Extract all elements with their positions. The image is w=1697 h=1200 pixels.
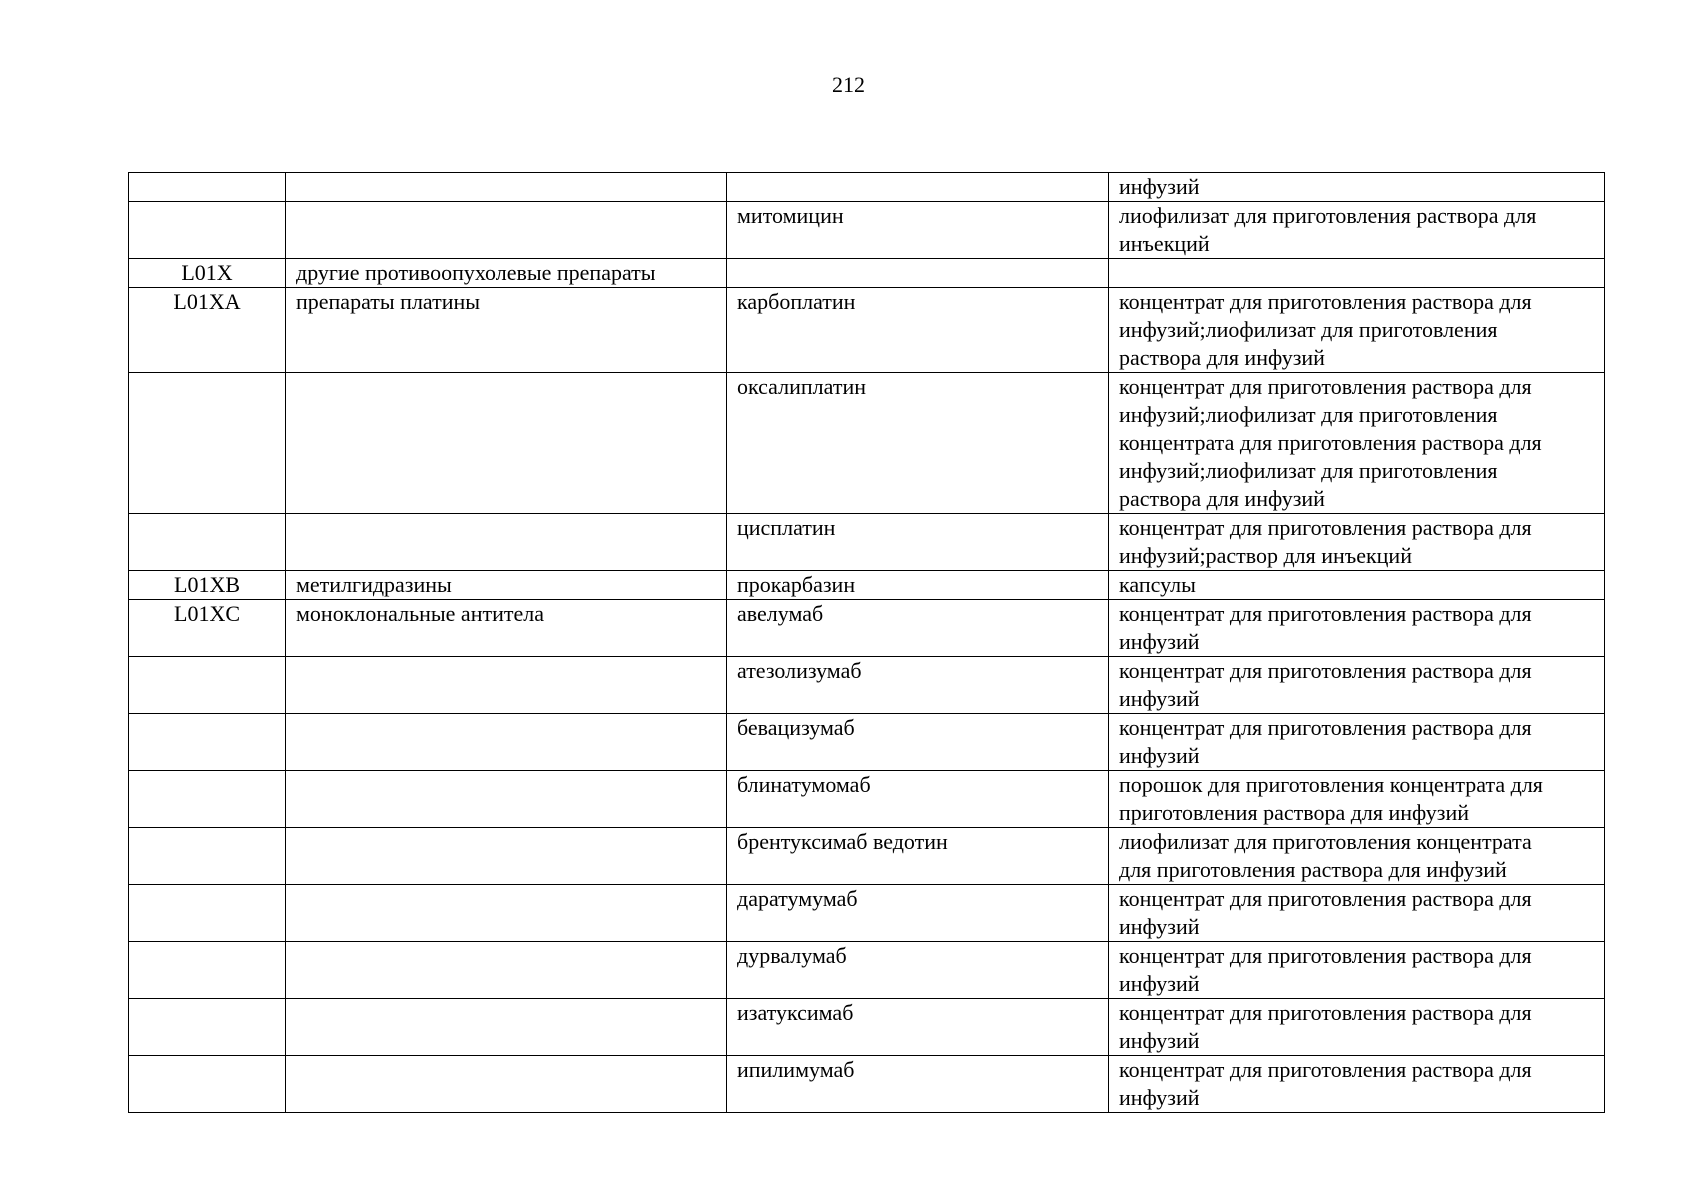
drug-name-cell: дурвалумаб xyxy=(727,942,1109,999)
atc-code-cell xyxy=(129,1056,286,1113)
atc-code-cell xyxy=(129,514,286,571)
table-row xyxy=(129,1056,1605,1113)
dosage-form-cell: лиофилизат для приготовления раствора для инъекций xyxy=(1109,202,1605,259)
dosage-form-cell: концентрат для приготовления раствора для инфузий;раствор для инъекций xyxy=(1109,514,1605,571)
table-row xyxy=(129,571,1605,600)
dosage-form-cell: концентрат для приготовления раствора для инфузий xyxy=(1109,657,1605,714)
table-row xyxy=(129,259,1605,288)
dosage-form-cell: концентрат для приготовления раствора для инфузий xyxy=(1109,714,1605,771)
atc-code-cell: L01XC xyxy=(129,600,286,657)
dosage-form-cell: концентрат для приготовления раствора для инфузий;лиофилизат для приготовления раствора для инфузий xyxy=(1109,288,1605,373)
pharmacological-group-cell: другие противоопухолевые препараты xyxy=(286,259,727,288)
table-body xyxy=(129,173,1605,1113)
dosage-form-cell: инфузий xyxy=(1109,173,1605,202)
pharmacological-group-cell xyxy=(286,714,727,771)
dosage-form-cell: концентрат для приготовления раствора для инфузий xyxy=(1109,1056,1605,1113)
table-row xyxy=(129,600,1605,657)
drug-name-cell: даратумумаб xyxy=(727,885,1109,942)
table-row xyxy=(129,288,1605,373)
atc-code-cell xyxy=(129,173,286,202)
dosage-form-cell: концентрат для приготовления раствора для инфузий xyxy=(1109,600,1605,657)
atc-code-cell: L01XA xyxy=(129,288,286,373)
drug-name-cell: блинатумомаб xyxy=(727,771,1109,828)
atc-code-cell: L01XB xyxy=(129,571,286,600)
drug-name-cell: бевацизумаб xyxy=(727,714,1109,771)
drug-name-cell: карбоплатин xyxy=(727,288,1109,373)
table-row xyxy=(129,202,1605,259)
atc-code-cell xyxy=(129,828,286,885)
dosage-form-cell: капсулы xyxy=(1109,571,1605,600)
atc-code-cell xyxy=(129,942,286,999)
dosage-form-cell: концентрат для приготовления раствора для инфузий xyxy=(1109,942,1605,999)
dosage-form-cell: концентрат для приготовления раствора для инфузий xyxy=(1109,999,1605,1056)
pharmacological-group-cell xyxy=(286,771,727,828)
table-row xyxy=(129,885,1605,942)
pharmacological-group-cell xyxy=(286,657,727,714)
table-row xyxy=(129,999,1605,1056)
table-row xyxy=(129,714,1605,771)
table-row xyxy=(129,657,1605,714)
dosage-form-cell: концентрат для приготовления раствора для инфузий;лиофилизат для приготовления концентрата для приготовления раствора для инфузий;лиофилизат для приготовления раствора для инфузий xyxy=(1109,373,1605,514)
table-row xyxy=(129,514,1605,571)
atc-code-cell xyxy=(129,657,286,714)
pharmacological-group-cell xyxy=(286,202,727,259)
drug-name-cell: брентуксимаб ведотин xyxy=(727,828,1109,885)
drug-name-cell: атезолизумаб xyxy=(727,657,1109,714)
table-row xyxy=(129,828,1605,885)
atc-code-cell xyxy=(129,771,286,828)
drug-name-cell: митомицин xyxy=(727,202,1109,259)
drug-name-cell xyxy=(727,173,1109,202)
atc-code-cell xyxy=(129,202,286,259)
pharmacological-group-cell: метилгидразины xyxy=(286,571,727,600)
pharmacological-group-cell xyxy=(286,514,727,571)
page-number: 212 xyxy=(832,72,865,97)
dosage-form-cell: концентрат для приготовления раствора для инфузий xyxy=(1109,885,1605,942)
pharmacological-group-cell xyxy=(286,373,727,514)
pharmacological-group-cell xyxy=(286,1056,727,1113)
atc-code-cell xyxy=(129,999,286,1056)
drug-name-cell xyxy=(727,259,1109,288)
dosage-form-cell: лиофилизат для приготовления концентрата для приготовления раствора для инфузий xyxy=(1109,828,1605,885)
pharmacological-group-cell: моноклональные антитела xyxy=(286,600,727,657)
table-row xyxy=(129,373,1605,514)
atc-code-cell xyxy=(129,373,286,514)
atc-code-cell xyxy=(129,885,286,942)
drug-table xyxy=(128,172,1605,1113)
atc-code-cell xyxy=(129,714,286,771)
drug-name-cell: цисплатин xyxy=(727,514,1109,571)
dosage-form-cell xyxy=(1109,259,1605,288)
pharmacological-group-cell xyxy=(286,999,727,1056)
drug-name-cell: прокарбазин xyxy=(727,571,1109,600)
pharmacological-group-cell xyxy=(286,173,727,202)
dosage-form-cell: порошок для приготовления концентрата для приготовления раствора для инфузий xyxy=(1109,771,1605,828)
drug-name-cell: изатуксимаб xyxy=(727,999,1109,1056)
atc-code-cell: L01X xyxy=(129,259,286,288)
drug-name-cell: ипилимумаб xyxy=(727,1056,1109,1113)
pharmacological-group-cell xyxy=(286,942,727,999)
table-row xyxy=(129,942,1605,999)
pharmacological-group-cell: препараты платины xyxy=(286,288,727,373)
drug-name-cell: оксалиплатин xyxy=(727,373,1109,514)
pharmacological-group-cell xyxy=(286,828,727,885)
table-row xyxy=(129,173,1605,202)
table-row xyxy=(129,771,1605,828)
drug-name-cell: авелумаб xyxy=(727,600,1109,657)
pharmacological-group-cell xyxy=(286,885,727,942)
